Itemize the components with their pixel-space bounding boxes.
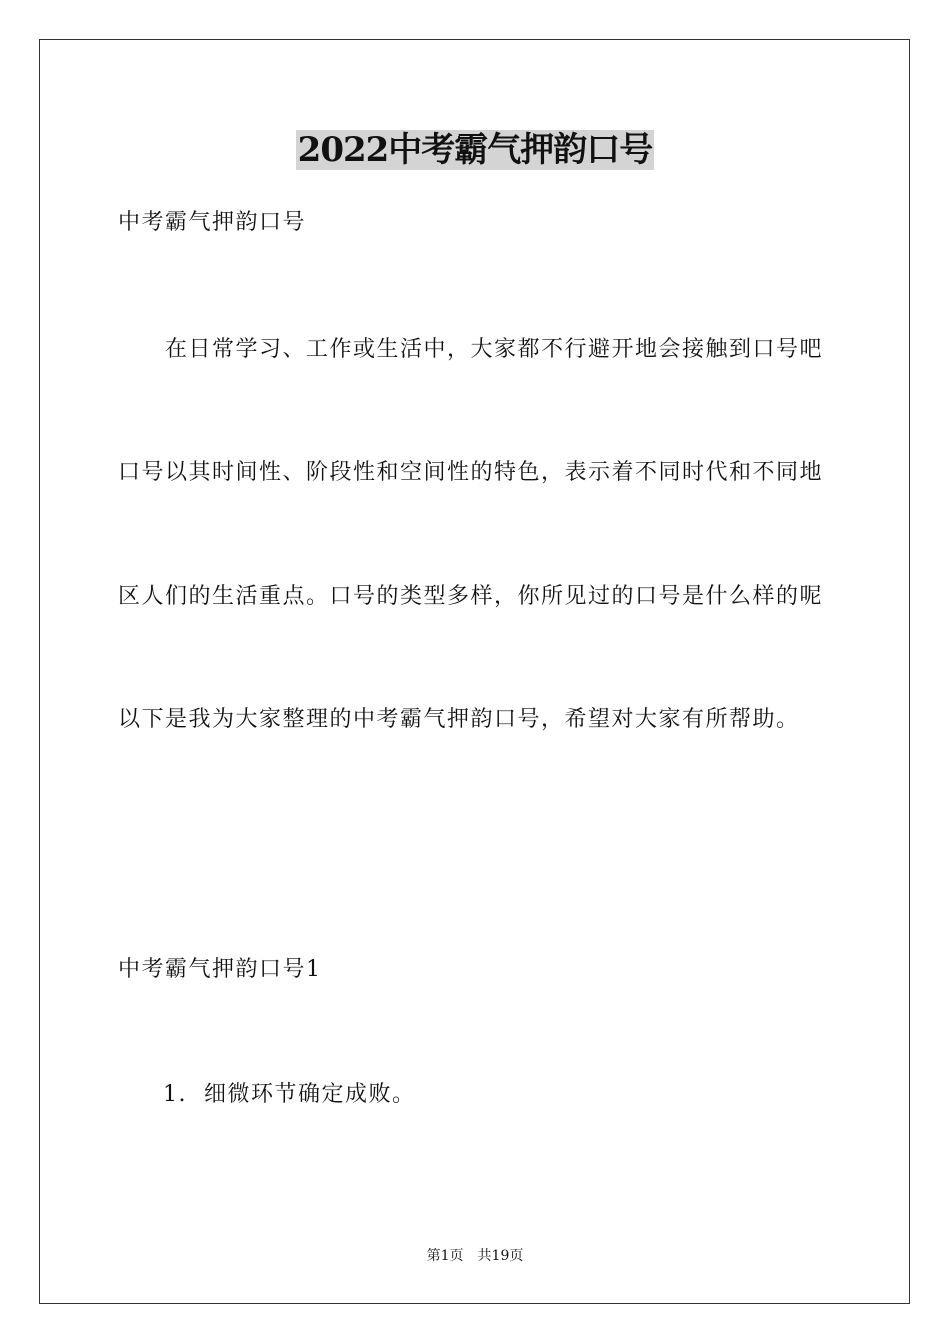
- document-title-text: 2022中考霸气押韵口号: [297, 130, 653, 170]
- intro-line-2: 口号以其时间性、阶段性和空间性的特色，表示着不同时代和不同地: [118, 460, 824, 485]
- section-heading: 中考霸气押韵口号1: [118, 957, 322, 982]
- intro-line-4: 以下是我为大家整理的中考霸气押韵口号，希望对大家有所帮助。: [118, 707, 800, 732]
- page-number: 第1页: [426, 1248, 464, 1264]
- intro-line-1: 在日常学习、工作或生活中，大家都不行避开地会接触到口号吧: [165, 337, 824, 362]
- document-title: [0, 128, 950, 172]
- intro-line-3: 区人们的生活重点。口号的类型多样，你所见过的口号是什么样的呢: [118, 584, 824, 609]
- page-total: 共19页: [477, 1248, 524, 1264]
- page-footer: [0, 1246, 950, 1266]
- document-subtitle: 中考霸气押韵口号: [118, 210, 307, 235]
- list-item: 1. 细微环节确定成败。: [163, 1082, 416, 1107]
